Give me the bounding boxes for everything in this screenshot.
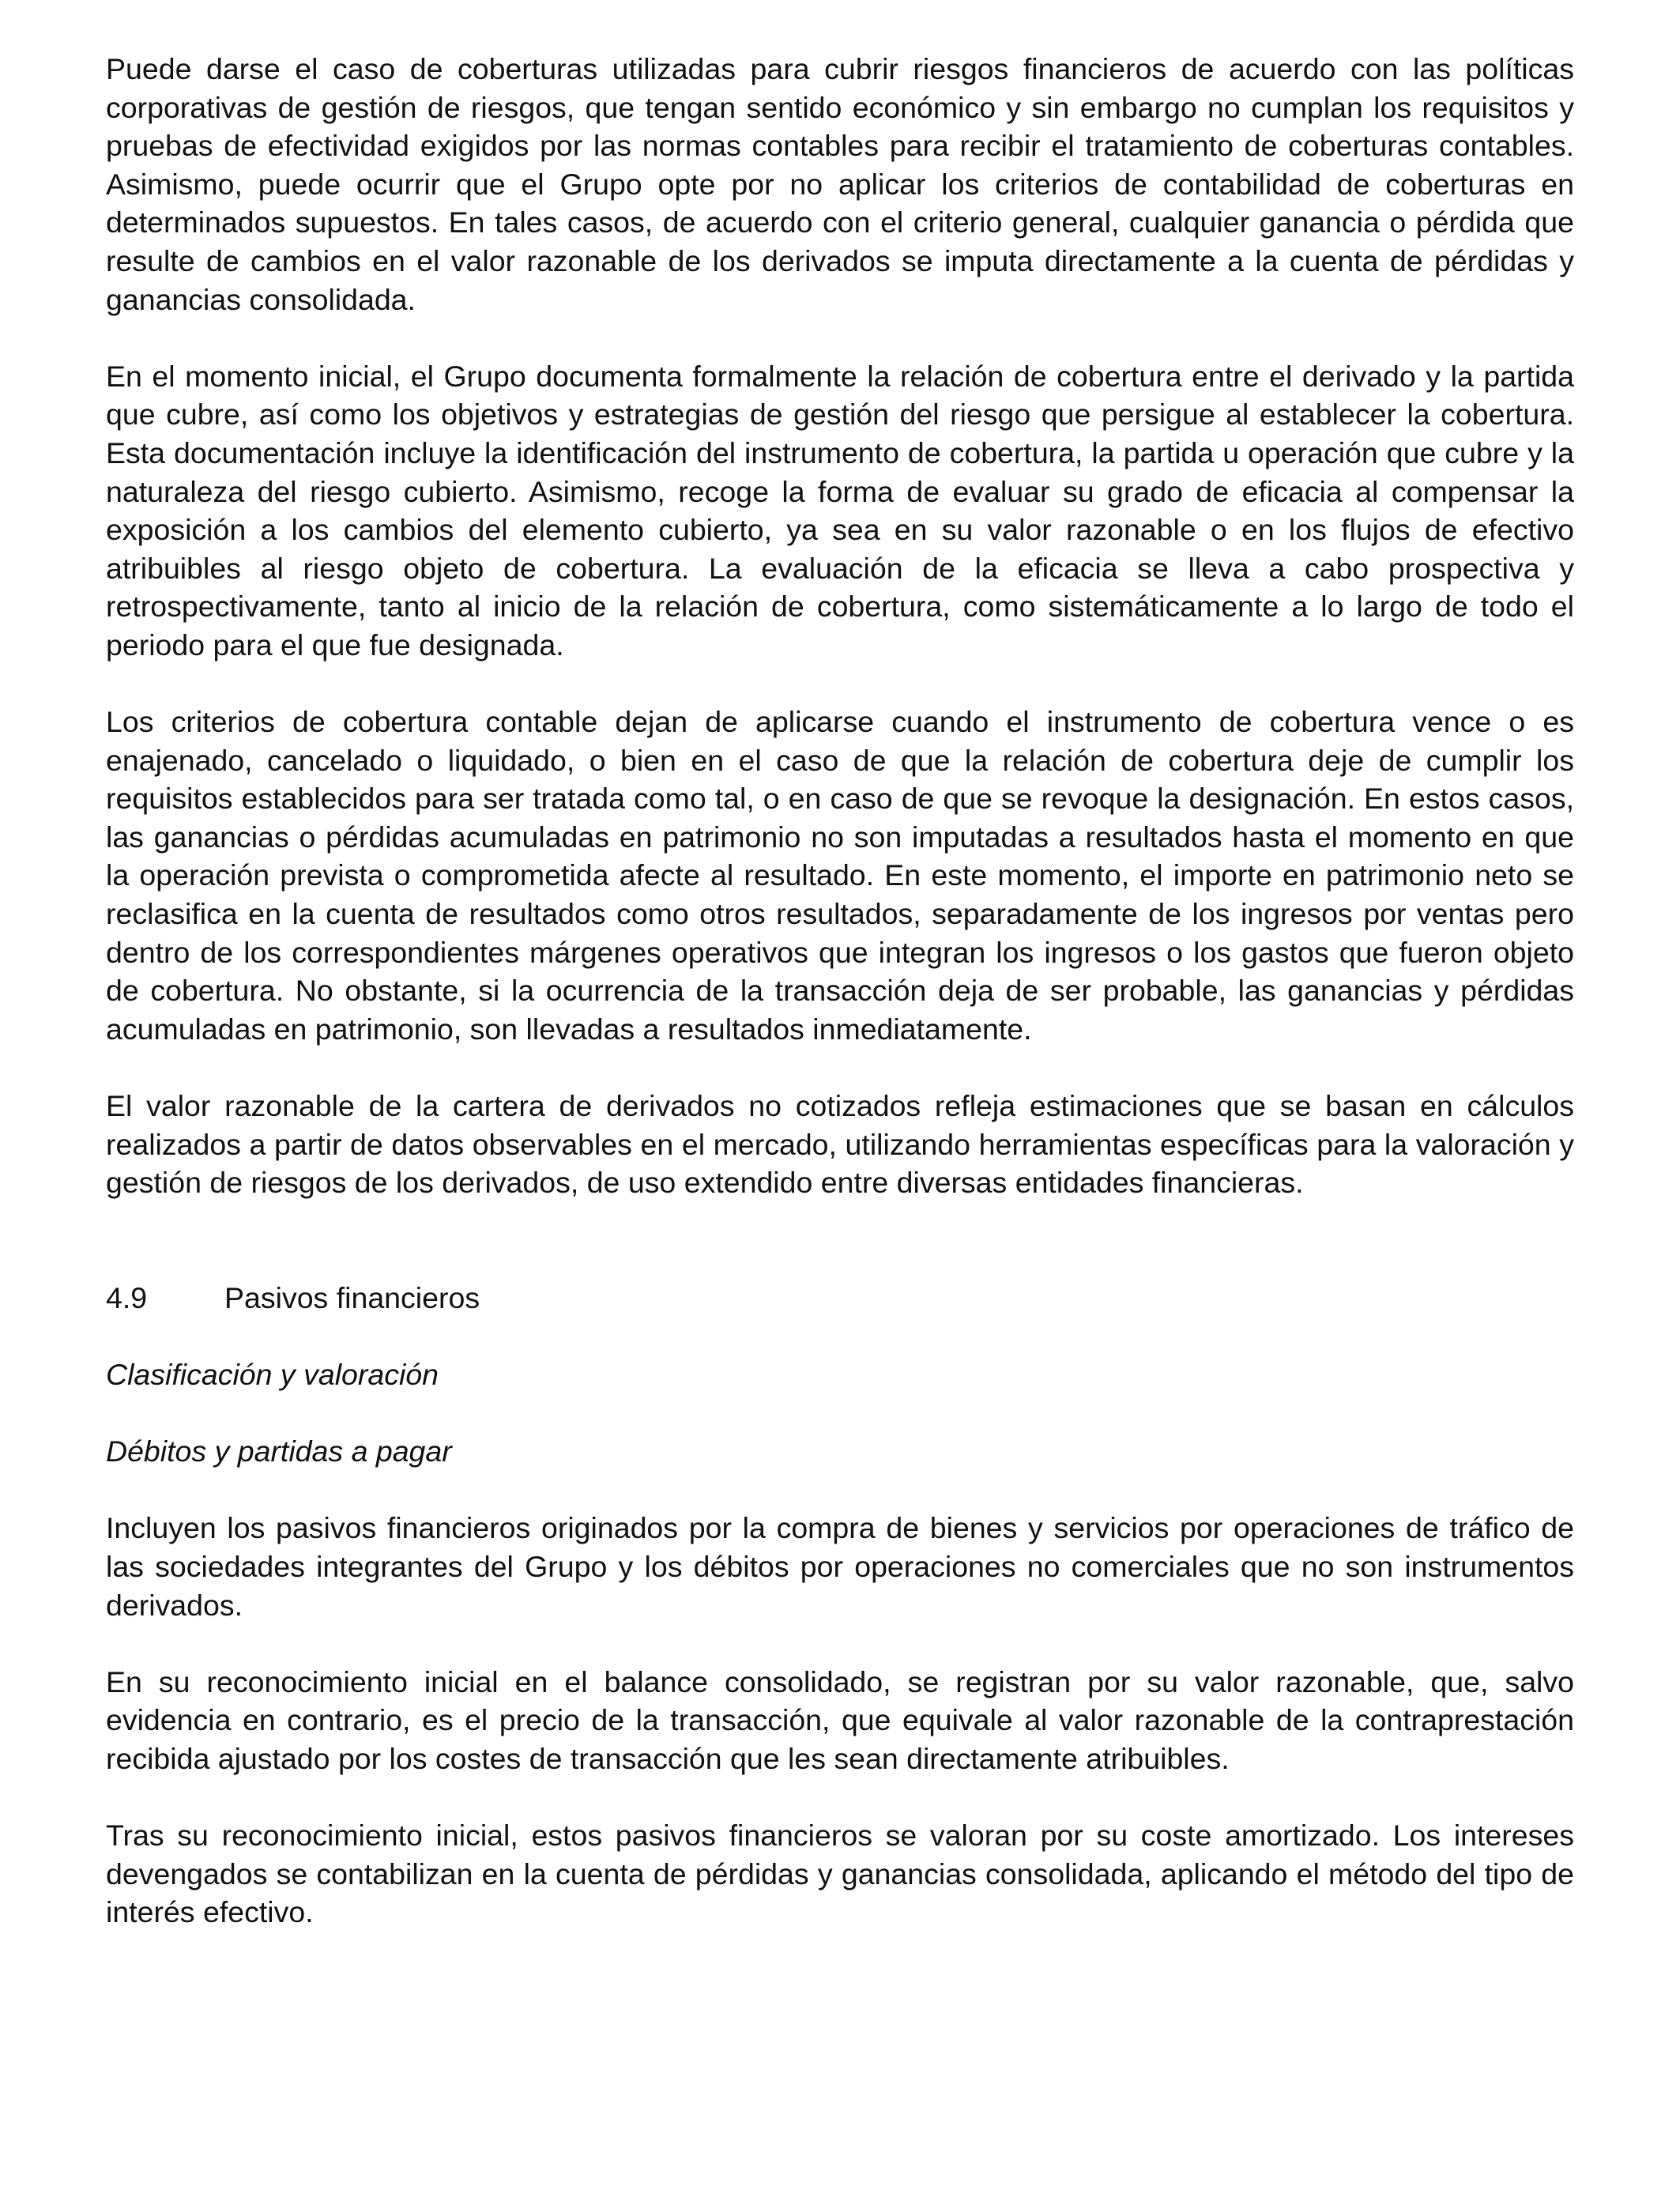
paragraph-initial-recognition: En su reconocimiento inicial en el balance consolidado, se registran por su valor razonable, que, salvo evidencia en contrario, es el precio de la transacción, que equivale al valor razonable de la contraprestación recibida ajustado por los costes de transacción que les sean directamente atribuibles. — [106, 1664, 1574, 1775]
section-heading — [106, 1279, 1574, 1318]
subheading-debts-payables: Débitos y partidas a pagar — [106, 1434, 452, 1468]
paragraph-hedge-discontinuation: Los criterios de cobertura contable dejan de aplicarse cuando el instrumento de cobertura vence o es enajenado, cancelado o liquidado, o bien en el caso de que la relación de cobertura deje de cumplir los requisitos establecidos para ser tratada como tal, o en caso de que se revoque la designación. En estos casos, las ganancias o pérdidas acumuladas en patrimonio no son imputadas a resultados hasta el momento en que la operación prevista o comprometida afecte al resultado. En este momento, el importe en patrimonio neto se reclasifica en la cuenta de resultados como otros resultados, separadamente de los ingresos por ventas pero dentro de los correspondientes márgenes operativos que integran los ingresos o los gastos que fueron objeto de cobertura. No obstante, si la ocurrencia de la transacción deja de ser probable, las ganancias y pérdidas acumuladas en patrimonio, son llevadas a resultados inmediatamente. — [106, 705, 1574, 1046]
section-number: 4.9 — [106, 1280, 148, 1314]
document-body — [106, 50, 1574, 1932]
subheading-classification: Clasificación y valoración — [106, 1358, 439, 1391]
paragraph-subsequent-measurement: Tras su reconocimiento inicial, estos pasivos financieros se valoran por su coste amortizado. Los intereses devengados se contabilizan en la cuenta de pérdidas y ganancias consolidada, aplicando el método del tipo de interés efectivo. — [106, 1819, 1574, 1929]
paragraph-hedge-documentation: En el momento inicial, el Grupo documenta formalmente la relación de cobertura entre el derivado y la partida que cubre, así como los objetivos y estrategias de gestión del riesgo que persigue al establecer la cobertura. Esta documentación incluye la identificación del instrumento de cobertura, la partida u operación que cubre y la naturaleza del riesgo cubierto. Asimismo, recoge la forma de evaluar su grado de eficacia al compensar la exposición a los cambios del elemento cubierto, ya sea en su valor razonable o en los flujos de efectivo atribuibles al riesgo objeto de cobertura. La evaluación de la eficacia se lleva a cabo prospectiva y retrospectivamente, tanto al inicio de la relación de cobertura, como sistemáticamente a lo largo de todo el periodo para el que fue designada. — [106, 359, 1574, 662]
paragraph-payables-definition: Incluyen los pasivos financieros originados por la compra de bienes y servicios por operaciones de tráfico de las sociedades integrantes del Grupo y los débitos por operaciones no comerciales que no son instrumentos derivados. — [106, 1511, 1574, 1622]
section-title: Pasivos financieros — [224, 1280, 480, 1314]
paragraph-hedge-accounting-exceptions: Puede darse el caso de coberturas utilizadas para cubrir riesgos financieros de acuerdo con las políticas corporativas de gestión de riesgos, que tengan sentido económico y sin embargo no cumplan los requisitos y pruebas de efectividad exigidos por las normas contables para recibir el tratamiento de coberturas contables. Asimismo, puede ocurrir que el Grupo opte por no aplicar los criterios de contabilidad de coberturas en determinados supuestos. En tales casos, de acuerdo con el criterio general, cualquier ganancia o pérdida que resulte de cambios en el valor razonable de los derivados se imputa directamente a la cuenta de pérdidas y ganancias consolidada. — [106, 52, 1574, 316]
paragraph-derivatives-fair-value: El valor razonable de la cartera de derivados no cotizados refleja estimaciones que se basan en cálculos realizados a partir de datos observables en el mercado, utilizando herramientas específicas para la valoración y gestión de riesgos de los derivados, de uso extendido entre diversas entidades financieras. — [106, 1089, 1574, 1200]
